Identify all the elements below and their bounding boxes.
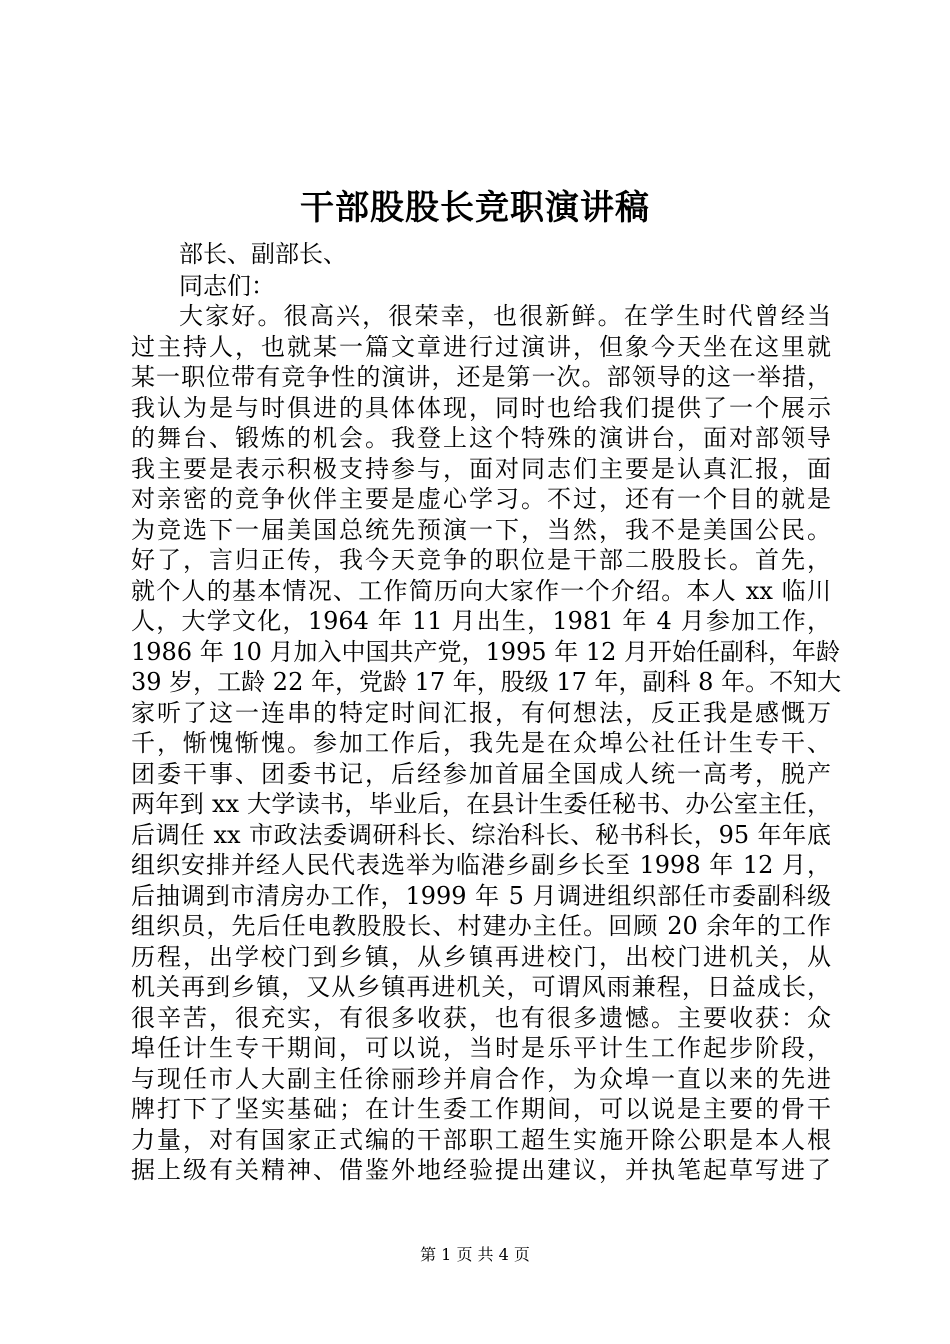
body-line: 后抽调到市清房办工作，1999 年 5 月调进组织部任市委副科级 [131,881,831,910]
salutation-comrades: 同志们： [179,272,275,300]
body-line: 团委干事、团委书记，后经参加首届全国成人统一高考，脱产 [131,759,831,788]
body-line: 大家好。很高兴，很荣幸，也很新鲜。在学生时代曾经当 [179,302,831,330]
body-line: 埠任计生专干期间，可以说，当时是乐平计生工作起步阶段， [131,1034,831,1062]
body-line: 对亲密的竞争伙伴主要是虚心学习。不过，还有一个目的就是 [131,485,831,513]
body-line: 后调任 xx 市政法委调研科长、综治科长、秘书科长，95 年年底 [131,820,831,849]
body-line: 很辛苦，很充实，有很多收获，也有很多遗憾。主要收获：众 [131,1003,831,1032]
body-line: 机关再到乡镇，又从乡镇再进机关，可谓风雨兼程，日益成长， [131,973,831,1001]
body-line: 就个人的基本情况、工作简历向大家作一个介绍。本人 xx 临川 [131,576,831,605]
body-line: 家听了这一连串的特定时间汇报，有何想法，反正我是感慨万 [131,698,831,727]
body-line: 好了，言归正传，我今天竞争的职位是干部二股股长。首先， [131,546,831,574]
body-line: 两年到 xx 大学读书，毕业后，在县计生委任秘书、办公室主任， [131,790,831,818]
body-line: 据上级有关精神、借鉴外地经验提出建议，并执笔起草写进了 [131,1156,831,1184]
body-line: 组织安排并经人民代表选举为临港乡副乡长至 1998 年 12 月， [131,851,831,879]
page-footer: 第 1 页 共 4 页 [420,1245,530,1264]
body-line: 过主持人，也就某一篇文章进行过演讲，但象今天坐在这里就 [131,332,831,361]
body-line: 我认为是与时俱进的具体体现，同时也给我们提供了一个展示 [131,393,831,422]
body-line: 千，惭愧惭愧。参加工作后，我先是在众埠公社任计生专干、 [131,729,831,757]
body-line: 组织员，先后任电教股股长、村建办主任。回顾 20 余年的工作 [131,912,831,940]
document-title: 干部股股长竞职演讲稿 [300,188,650,228]
body-line: 1986 年 10 月加入中国共产党，1995 年 12 月开始任副科，年龄 [131,637,841,666]
body-line: 某一职位带有竞争性的演讲，还是第一次。部领导的这一举措， [131,363,831,391]
body-line: 牌打下了坚实基础；在计生委工作期间，可以说是主要的骨干 [131,1095,831,1123]
body-line: 39 岁，工龄 22 年，党龄 17 年，股级 17 年，副科 8 年。不知大 [131,668,842,696]
body-line: 我主要是表示积极支持参与，面对同志们主要是认真汇报，面 [131,454,831,483]
speech-body [131,301,842,1186]
body-line: 历程，出学校门到乡镇，从乡镇再进校门，出校门进机关，从 [131,942,831,971]
body-line: 力量，对有国家正式编的干部职工超生实施开除公职是本人根 [131,1125,831,1154]
body-line: 与现任市人大副主任徐丽珍并肩合作，为众埠一直以来的先进 [131,1064,831,1093]
body-line: 为竞选下一届美国总统先预演一下，当然，我不是美国公民。 [131,515,831,544]
body-line: 人，大学文化，1964 年 11 月出生，1981 年 4 月参加工作， [131,607,831,635]
salutation-leaders: 部长、副部长、 [179,240,347,268]
body-line: 的舞台、锻炼的机会。我登上这个特殊的演讲台，面对部领导 [131,424,831,452]
